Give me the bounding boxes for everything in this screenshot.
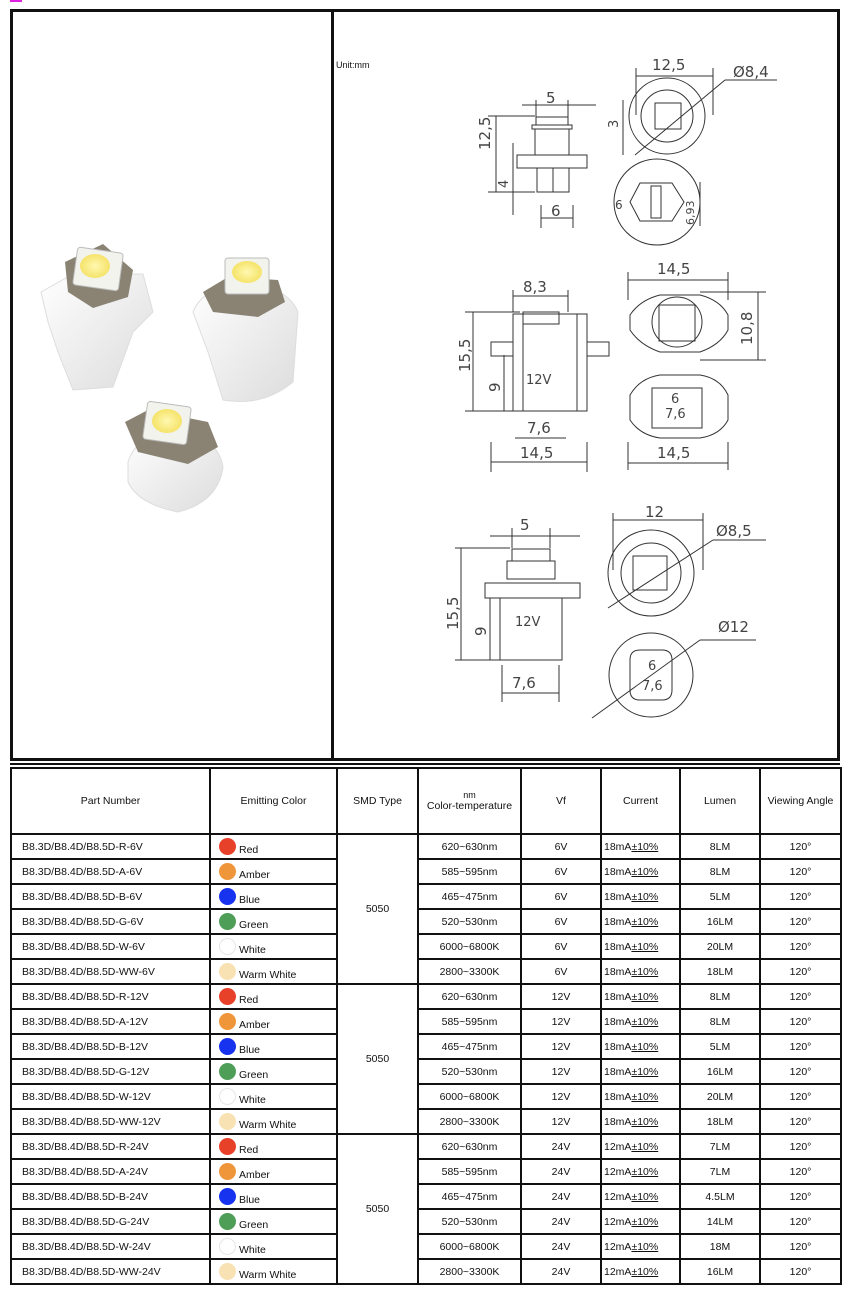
current-cell: 12mA±10% <box>601 1184 680 1209</box>
viewing-angle-cell: 120° <box>760 909 841 934</box>
part-number-cell: B8.3D/B8.4D/B8.5D-WW-12V <box>11 1109 210 1134</box>
lumen-cell: 5LM <box>680 884 760 909</box>
view3-face-drawing <box>592 513 766 718</box>
separator-line <box>10 763 840 765</box>
emitting-color-cell: Warm White <box>210 1259 337 1284</box>
part-number-cell: B8.3D/B8.4D/B8.5D-R-12V <box>11 984 210 1009</box>
table-row <box>11 1259 841 1284</box>
viewing-angle-cell: 120° <box>760 959 841 984</box>
part-number-cell: B8.3D/B8.4D/B8.5D-A-12V <box>11 1009 210 1034</box>
vf-cell: 6V <box>521 909 601 934</box>
lumen-cell: 16LM <box>680 909 760 934</box>
svg-text:Ø8,5: Ø8,5 <box>716 522 752 540</box>
wavelength-cell: 620~630nm <box>418 984 521 1009</box>
table-row <box>11 984 841 1009</box>
svg-text:7,6: 7,6 <box>642 679 663 694</box>
emitting-color-cell: Green <box>210 909 337 934</box>
current-cell: 18mA±10% <box>601 909 680 934</box>
viewing-angle-cell: 120° <box>760 1109 841 1134</box>
led-bulb-1 <box>41 244 153 390</box>
vf-cell: 12V <box>521 1059 601 1084</box>
wavelength-cell: 585~595nm <box>418 1159 521 1184</box>
color-swatch-icon <box>219 1063 236 1080</box>
table-row <box>11 1084 841 1109</box>
header-vf: Vf <box>521 768 601 834</box>
viewing-angle-cell: 120° <box>760 984 841 1009</box>
current-cell: 18mA±10% <box>601 1084 680 1109</box>
vf-cell: 12V <box>521 1034 601 1059</box>
color-swatch-icon <box>219 1013 236 1030</box>
lumen-cell: 8LM <box>680 859 760 884</box>
vf-cell: 24V <box>521 1259 601 1284</box>
current-cell: 12mA±10% <box>601 1159 680 1184</box>
current-cell: 18mA±10% <box>601 984 680 1009</box>
lumen-cell: 14LM <box>680 1209 760 1234</box>
viewing-angle-cell: 120° <box>760 1134 841 1159</box>
wavelength-cell: 6000~6800K <box>418 1234 521 1259</box>
svg-text:15,5: 15,5 <box>444 596 462 630</box>
lumen-cell: 8LM <box>680 984 760 1009</box>
part-number-cell: B8.3D/B8.4D/B8.5D-A-24V <box>11 1159 210 1184</box>
part-number-cell: B8.3D/B8.4D/B8.5D-B-6V <box>11 884 210 909</box>
current-cell: 12mA±10% <box>601 1234 680 1259</box>
vf-cell: 6V <box>521 884 601 909</box>
color-swatch-icon <box>219 1188 236 1205</box>
color-swatch-icon <box>219 1088 236 1105</box>
view2-face-drawing <box>628 272 766 470</box>
current-cell: 18mA±10% <box>601 959 680 984</box>
lumen-cell: 18LM <box>680 959 760 984</box>
emitting-color-cell: Red <box>210 1134 337 1159</box>
emitting-color-cell: Blue <box>210 1184 337 1209</box>
lumen-cell: 4.5LM <box>680 1184 760 1209</box>
color-swatch-icon <box>219 1038 236 1055</box>
table-row <box>11 1184 841 1209</box>
viewing-angle-cell: 120° <box>760 1159 841 1184</box>
part-number-cell: B8.3D/B8.4D/B8.5D-G-12V <box>11 1059 210 1084</box>
svg-text:14,5: 14,5 <box>657 444 691 462</box>
table-row <box>11 959 841 984</box>
emitting-color-cell: Amber <box>210 1009 337 1034</box>
svg-text:6: 6 <box>648 659 657 674</box>
color-swatch-icon <box>219 838 236 855</box>
led-bulb-3 <box>125 401 223 512</box>
vf-cell: 12V <box>521 984 601 1009</box>
viewing-angle-cell: 120° <box>760 1209 841 1234</box>
part-number-cell: B8.3D/B8.4D/B8.5D-R-6V <box>11 834 210 859</box>
current-cell: 18mA±10% <box>601 1059 680 1084</box>
wavelength-cell: 2800~3300K <box>418 959 521 984</box>
wavelength-cell: 620~630nm <box>418 834 521 859</box>
color-swatch-icon <box>219 938 236 955</box>
table-row <box>11 1059 841 1084</box>
lumen-cell: 16LM <box>680 1059 760 1084</box>
part-number-cell: B8.3D/B8.4D/B8.5D-B-24V <box>11 1184 210 1209</box>
current-cell: 18mA±10% <box>601 859 680 884</box>
lumen-cell: 18LM <box>680 1109 760 1134</box>
table-row <box>11 1009 841 1034</box>
emitting-color-cell: Amber <box>210 859 337 884</box>
header-lumen: Lumen <box>680 768 760 834</box>
part-number-cell: B8.3D/B8.4D/B8.5D-W-12V <box>11 1084 210 1109</box>
viewing-angle-cell: 120° <box>760 834 841 859</box>
vf-cell: 12V <box>521 1009 601 1034</box>
table-row <box>11 884 841 909</box>
viewing-angle-cell: 120° <box>760 1034 841 1059</box>
emitting-color-cell: Warm White <box>210 1109 337 1134</box>
smd-type-cell: 5050 <box>337 834 418 984</box>
header-current: Current <box>601 768 680 834</box>
wavelength-cell: 520~530nm <box>418 909 521 934</box>
emitting-color-cell: Warm White <box>210 959 337 984</box>
vf-cell: 6V <box>521 859 601 884</box>
current-cell: 18mA±10% <box>601 934 680 959</box>
lumen-cell: 5LM <box>680 1034 760 1059</box>
vf-cell: 24V <box>521 1134 601 1159</box>
lumen-cell: 7LM <box>680 1134 760 1159</box>
part-number-cell: B8.3D/B8.4D/B8.5D-G-6V <box>11 909 210 934</box>
wavelength-cell: 585~595nm <box>418 1009 521 1034</box>
corner-mark <box>10 0 22 2</box>
vf-cell: 24V <box>521 1209 601 1234</box>
svg-text:12: 12 <box>645 503 665 521</box>
table-row <box>11 1109 841 1134</box>
wavelength-cell: 465~475nm <box>418 884 521 909</box>
table-row <box>11 1209 841 1234</box>
emitting-color-cell: White <box>210 1234 337 1259</box>
emitting-color-cell: Red <box>210 834 337 859</box>
wavelength-cell: 520~530nm <box>418 1059 521 1084</box>
current-cell: 18mA±10% <box>601 1034 680 1059</box>
table-row <box>11 1159 841 1184</box>
lumen-cell: 20LM <box>680 1084 760 1109</box>
color-swatch-icon <box>219 1238 236 1255</box>
vf-cell: 12V <box>521 1109 601 1134</box>
svg-text:7,6: 7,6 <box>512 674 536 692</box>
wavelength-cell: 6000~6800K <box>418 1084 521 1109</box>
lumen-cell: 7LM <box>680 1159 760 1184</box>
svg-text:6,93: 6,93 <box>684 200 697 225</box>
svg-text:12,5: 12,5 <box>476 116 494 150</box>
technical-drawing <box>334 12 837 758</box>
emitting-color-cell: Red <box>210 984 337 1009</box>
vf-cell: 6V <box>521 834 601 859</box>
viewing-angle-cell: 120° <box>760 1234 841 1259</box>
svg-text:9: 9 <box>472 626 490 636</box>
emitting-color-cell: White <box>210 1084 337 1109</box>
svg-text:7,6: 7,6 <box>665 407 686 422</box>
svg-text:15,5: 15,5 <box>456 338 474 372</box>
viewing-angle-cell: 120° <box>760 1059 841 1084</box>
vf-cell: 6V <box>521 934 601 959</box>
emitting-color-cell: Blue <box>210 884 337 909</box>
header-smd-type: SMD Type <box>337 768 418 834</box>
current-cell: 18mA±10% <box>601 884 680 909</box>
product-photo <box>13 12 331 758</box>
vf-cell: 24V <box>521 1184 601 1209</box>
svg-text:10,8: 10,8 <box>738 311 756 345</box>
color-swatch-icon <box>219 888 236 905</box>
part-number-cell: B8.3D/B8.4D/B8.5D-WW-24V <box>11 1259 210 1284</box>
part-number-cell: B8.3D/B8.4D/B8.5D-W-6V <box>11 934 210 959</box>
current-cell: 12mA±10% <box>601 1259 680 1284</box>
part-number-cell: B8.3D/B8.4D/B8.5D-WW-6V <box>11 959 210 984</box>
unit-label: Unit:mm <box>336 60 370 70</box>
led-bulb-2 <box>193 258 298 402</box>
wavelength-cell: 6000~6800K <box>418 934 521 959</box>
color-swatch-icon <box>219 913 236 930</box>
part-number-cell: B8.3D/B8.4D/B8.5D-W-24V <box>11 1234 210 1259</box>
svg-text:7,6: 7,6 <box>527 419 551 437</box>
table-row <box>11 834 841 859</box>
svg-text:6: 6 <box>615 198 623 212</box>
wavelength-cell: 620~630nm <box>418 1134 521 1159</box>
color-swatch-icon <box>219 1263 236 1280</box>
color-swatch-icon <box>219 988 236 1005</box>
part-number-cell: B8.3D/B8.4D/B8.5D-G-24V <box>11 1209 210 1234</box>
emitting-color-cell: Green <box>210 1209 337 1234</box>
color-swatch-icon <box>219 1113 236 1130</box>
wavelength-cell: 2800~3300K <box>418 1109 521 1134</box>
part-number-cell: B8.3D/B8.4D/B8.5D-A-6V <box>11 859 210 884</box>
smd-type-cell: 5050 <box>337 1134 418 1284</box>
wavelength-cell: 585~595nm <box>418 859 521 884</box>
vf-cell: 24V <box>521 1159 601 1184</box>
viewing-angle-cell: 120° <box>760 1084 841 1109</box>
svg-text:5: 5 <box>546 89 556 107</box>
svg-text:14,5: 14,5 <box>657 260 691 278</box>
table-row <box>11 934 841 959</box>
color-swatch-icon <box>219 1138 236 1155</box>
svg-text:6: 6 <box>551 202 561 220</box>
spec-table <box>10 767 842 1285</box>
svg-text:6: 6 <box>671 392 680 407</box>
smd-type-cell: 5050 <box>337 984 418 1134</box>
svg-text:4: 4 <box>497 179 512 188</box>
current-cell: 12mA±10% <box>601 1209 680 1234</box>
svg-text:3: 3 <box>607 119 622 128</box>
color-swatch-icon <box>219 963 236 980</box>
current-cell: 18mA±10% <box>601 1109 680 1134</box>
header-part-number: Part Number <box>11 768 210 834</box>
svg-text:12,5: 12,5 <box>652 56 686 74</box>
current-cell: 18mA±10% <box>601 834 680 859</box>
table-row <box>11 1034 841 1059</box>
color-swatch-icon <box>219 1163 236 1180</box>
viewing-angle-cell: 120° <box>760 859 841 884</box>
table-header-row <box>11 768 841 834</box>
svg-text:8,3: 8,3 <box>523 278 547 296</box>
lumen-cell: 18M <box>680 1234 760 1259</box>
emitting-color-cell: White <box>210 934 337 959</box>
color-swatch-icon <box>219 1213 236 1230</box>
svg-text:12V: 12V <box>515 615 541 630</box>
wavelength-cell: 465~475nm <box>418 1034 521 1059</box>
lumen-cell: 20LM <box>680 934 760 959</box>
viewing-angle-cell: 120° <box>760 1184 841 1209</box>
vf-cell: 12V <box>521 1084 601 1109</box>
svg-text:14,5: 14,5 <box>520 444 554 462</box>
color-swatch-icon <box>219 863 236 880</box>
vf-cell: 24V <box>521 1234 601 1259</box>
lumen-cell: 8LM <box>680 1009 760 1034</box>
vf-cell: 6V <box>521 959 601 984</box>
wavelength-cell: 465~475nm <box>418 1184 521 1209</box>
svg-text:Ø8,4: Ø8,4 <box>733 63 769 81</box>
part-number-cell: B8.3D/B8.4D/B8.5D-B-12V <box>11 1034 210 1059</box>
emitting-color-cell: Green <box>210 1059 337 1084</box>
table-row <box>11 1134 841 1159</box>
lumen-cell: 8LM <box>680 834 760 859</box>
header-viewing-angle: Viewing Angle <box>760 768 841 834</box>
emitting-color-cell: Amber <box>210 1159 337 1184</box>
emitting-color-cell: Blue <box>210 1034 337 1059</box>
svg-text:5: 5 <box>520 516 530 534</box>
lumen-cell: 16LM <box>680 1259 760 1284</box>
table-row <box>11 909 841 934</box>
part-number-cell: B8.3D/B8.4D/B8.5D-R-24V <box>11 1134 210 1159</box>
table-row <box>11 859 841 884</box>
header-emitting-color: Emitting Color <box>210 768 337 834</box>
viewing-angle-cell: 120° <box>760 884 841 909</box>
wavelength-cell: 2800~3300K <box>418 1259 521 1284</box>
current-cell: 12mA±10% <box>601 1134 680 1159</box>
svg-text:9: 9 <box>486 382 504 392</box>
svg-text:Ø12: Ø12 <box>718 618 749 636</box>
viewing-angle-cell: 120° <box>760 1009 841 1034</box>
view1-side-drawing <box>488 100 596 228</box>
svg-text:12V: 12V <box>526 373 552 388</box>
current-cell: 18mA±10% <box>601 1009 680 1034</box>
table-row <box>11 1234 841 1259</box>
viewing-angle-cell: 120° <box>760 934 841 959</box>
viewing-angle-cell: 120° <box>760 1259 841 1284</box>
wavelength-cell: 520~530nm <box>418 1209 521 1234</box>
header-nm: nm Color-temperature <box>418 768 521 834</box>
